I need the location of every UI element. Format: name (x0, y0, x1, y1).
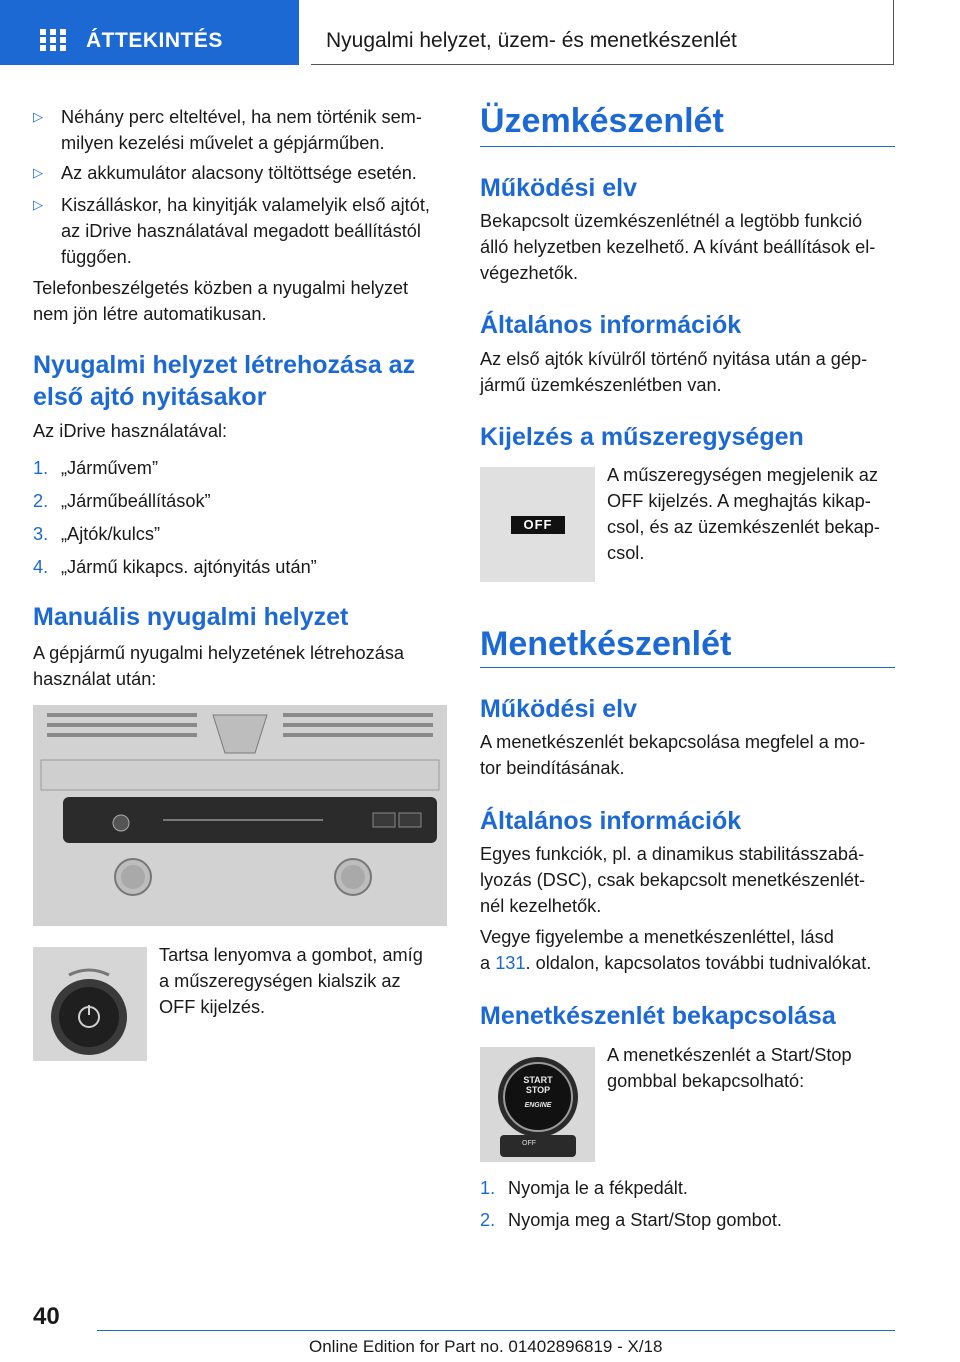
start-stop-button-photo (480, 1047, 595, 1162)
paragraph-line: Telefonbeszélgetés közben a nyugalmi helyzet (33, 278, 409, 298)
grid-menu-icon (40, 29, 66, 51)
step-item (33, 455, 433, 481)
step-text: „Jármű kikapcs. ajtónyitás után” (61, 557, 317, 577)
paragraph-line: A gépjármű nyugalmi helyzetének létrehozása (33, 643, 405, 663)
display-description (607, 462, 880, 566)
instruction-line: OFF kijelzés. (159, 997, 266, 1017)
instruction-line: a műszeregységen kialszik az (159, 971, 401, 991)
step-text: „Ajtók/kulcs” (61, 524, 161, 544)
step-text: „Járműbeállítások” (61, 491, 211, 511)
step-text: Nyomja le a fékpedált. (508, 1178, 688, 1198)
step-number: 4. (33, 557, 49, 577)
paragraph (480, 841, 865, 919)
paragraph-line: lyozás (DSC), csak bekapcsolt menetkészenlét- (480, 870, 866, 890)
paragraph-line: csol. (607, 543, 645, 563)
bullet-line: függően. (61, 247, 132, 267)
power-knob-illustration (33, 947, 147, 1061)
heading-line: Nyugalmi helyzet létrehozása az (33, 351, 416, 379)
heading-switch-on: Menetkészenlét bekapcsolása (480, 1002, 836, 1030)
paragraph (480, 208, 875, 286)
start-label: START (523, 1075, 553, 1085)
paragraph-line: A menetkészenlét a Start/Stop (607, 1045, 852, 1065)
bullet-line: az iDrive használatával megadott beállítástól (61, 221, 421, 241)
bullet-item (33, 160, 447, 186)
title-rule (480, 667, 895, 668)
paragraph (33, 640, 404, 692)
paragraph-line: csol, és az üzemkészenlét bekap- (607, 517, 880, 537)
title-standby: Üzemkészenlét (480, 102, 724, 140)
paragraph-line: A műszeregységen megjelenik az (607, 465, 878, 485)
paragraph-line: A menetkészenlét bekapcsolása megfelel a mo- (480, 732, 866, 752)
bullet-line: Néhány perc elteltével, ha nem történik sem- (61, 107, 422, 127)
paragraph (480, 729, 865, 781)
paragraph (33, 275, 408, 327)
center-console-illustration (33, 705, 447, 926)
heading-line: első ajtó nyitásakor (33, 383, 267, 411)
page-title: Nyugalmi helyzet, üzem- és menetkészenlét (326, 29, 737, 52)
off-display-image (480, 467, 595, 582)
off-indicator: OFF (511, 516, 565, 534)
bullet-line: Kiszálláskor, ha kinyitják valamelyik első ajtót, (61, 195, 430, 215)
page-number: 40 (33, 1303, 60, 1330)
paragraph-line (480, 950, 871, 976)
paragraph-line: nem jön létre automatikusan. (33, 304, 267, 324)
step-item (33, 488, 433, 514)
heading-first-door-sleep (33, 349, 415, 413)
heading-principle: Működési elv (480, 174, 637, 202)
footer-rule (97, 1330, 895, 1331)
section-tab-label: ÁTTEKINTÉS (86, 29, 223, 52)
bullet-line: Az akkumulátor alacsony töltöttsége esetén. (61, 163, 417, 183)
stop-label: STOP (525, 1085, 551, 1095)
hold-instruction (159, 942, 423, 1020)
step-number: 1. (33, 458, 49, 478)
paragraph-line: álló helyzetben kezelhető. A kívánt beállítások el- (480, 237, 876, 257)
paragraph-line: nél kezelhetők. (480, 896, 602, 916)
heading-principle: Működési elv (480, 695, 637, 723)
idrive-intro: Az iDrive használatával: (33, 421, 228, 441)
step-item (480, 1175, 880, 1201)
page-reference-link[interactable]: 131 (495, 953, 526, 973)
bullet-triangle-icon: ▷ (33, 165, 43, 180)
heading-general-info: Általános információk (480, 807, 742, 835)
paragraph-line: végezhetők. (480, 263, 579, 283)
instruction-line: Tartsa lenyomva a gombot, amíg (159, 945, 423, 965)
paragraph-line: jármű üzemkészenlétben van. (480, 375, 722, 395)
step-text: „Járművem” (61, 458, 159, 478)
step-item (33, 521, 433, 547)
paragraph-line: Az első ajtók kívülről történő nyitása után a gép- (480, 349, 868, 369)
title-rule (480, 146, 895, 147)
step-number: 1. (480, 1178, 496, 1198)
title-drive-ready: Menetkészenlét (480, 625, 732, 663)
step-number: 3. (33, 524, 49, 544)
step-text: Nyomja meg a Start/Stop gombot. (508, 1210, 782, 1230)
paragraph-line: Bekapcsolt üzemkészenlétnél a legtöbb funkció (480, 211, 863, 231)
step-number: 2. (33, 491, 49, 511)
paragraph-line: Vegye figyelembe a menetkészenléttel, lásd (480, 927, 834, 947)
paragraph-line: Egyes funkciók, pl. a dinamikus stabilitásszabá- (480, 844, 865, 864)
heading-display: Kijelzés a műszeregységen (480, 423, 804, 451)
bullet-item (33, 104, 447, 156)
heading-manual-sleep: Manuális nyugalmi helyzet (33, 603, 349, 631)
center-console-photo (33, 705, 447, 926)
bullet-line: milyen kezelési művelet a gépjárműben. (61, 133, 385, 153)
step-item (33, 554, 433, 580)
switch-on-description (607, 1042, 852, 1094)
heading-general-info: Általános információk (480, 311, 742, 339)
section-tab[interactable] (0, 0, 299, 65)
power-knob-photo (33, 947, 147, 1061)
note-text: a (480, 953, 491, 973)
paragraph-line: használat után: (33, 669, 157, 689)
paragraph-line: tor beindításának. (480, 758, 625, 778)
paragraph-line: gombbal bekapcsolható: (607, 1071, 805, 1091)
engine-label: ENGINE (524, 1102, 552, 1109)
edition-info: Online Edition for Part no. 01402896819 - X/18 (309, 1337, 663, 1356)
off-small-label: OFF (522, 1140, 536, 1147)
bullet-triangle-icon: ▷ (33, 197, 43, 212)
paragraph (480, 346, 867, 398)
bullet-item (33, 192, 447, 270)
note-text: . oldalon, kapcsolatos további tudnivalókat. (525, 953, 872, 973)
paragraph-line: OFF kijelzés. A meghajtás kikap- (607, 491, 871, 511)
step-item (480, 1207, 880, 1233)
header-title-box (311, 0, 894, 65)
step-number: 2. (480, 1210, 496, 1230)
bullet-triangle-icon: ▷ (33, 109, 43, 124)
cross-reference-note (480, 924, 871, 976)
